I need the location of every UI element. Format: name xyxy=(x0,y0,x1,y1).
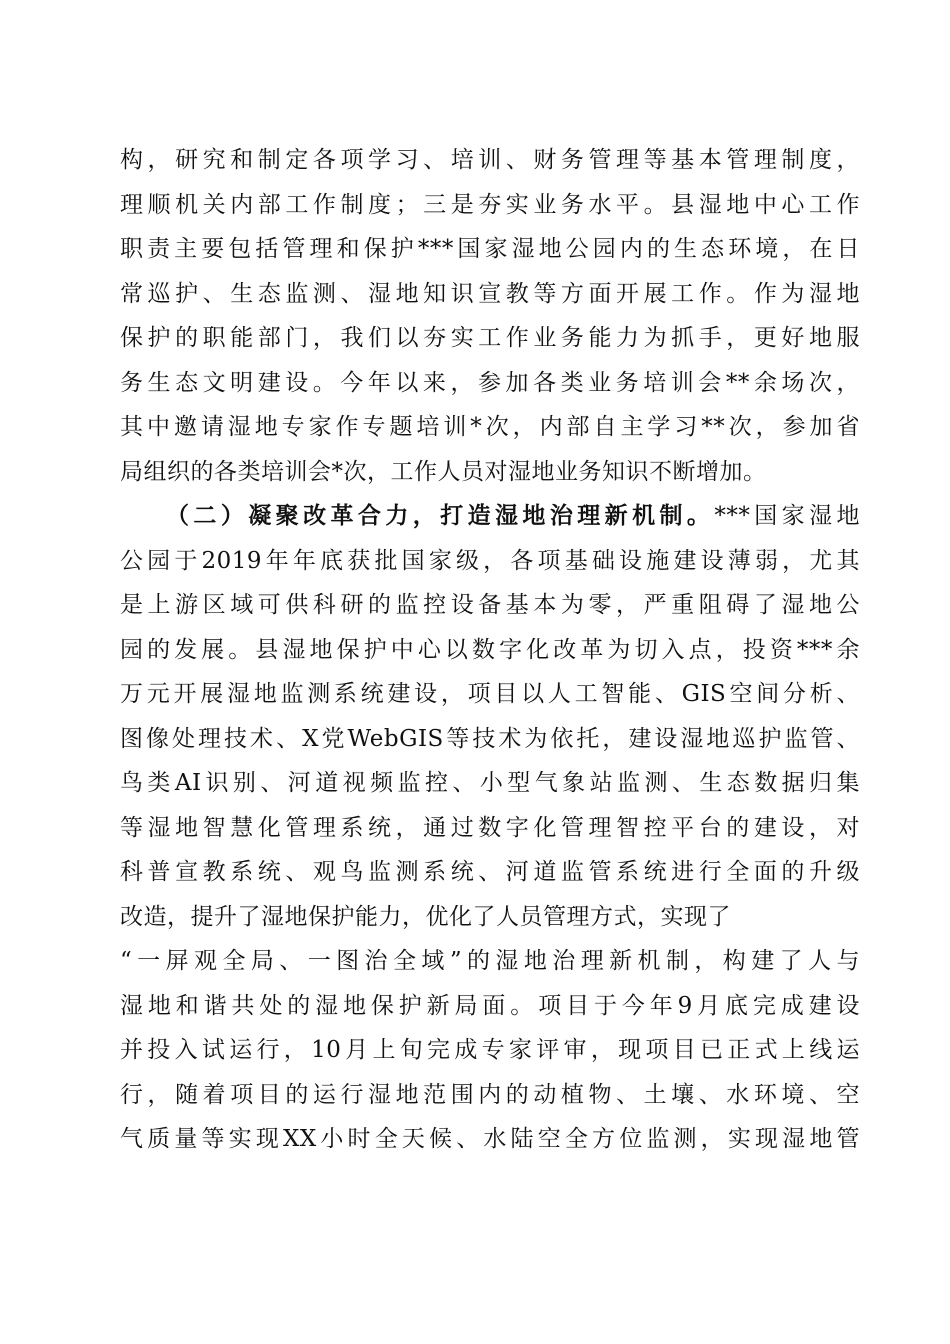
paragraph-line: 改造，提升了湿地保护能力，优化了人员管理方式，实现了 xyxy=(120,903,731,930)
paragraph-line: 常巡护、生态监测、湿地知识宣教等方面开展工作。作为湿地 xyxy=(120,280,860,307)
paragraph-line: 并投入试运行，10月上旬完成专家评审，现项目已正式上线运 xyxy=(120,1037,860,1063)
paragraph-line: 万元开展湿地监测系统建设，项目以人工智能、GIS空间分析、 xyxy=(120,681,860,707)
paragraph-line: 构，研究和制定各项学习、培训、财务管理等基本管理制度， xyxy=(120,147,860,173)
paragraph-line: 保护的职能部门，我们以夯实工作业务能力为抓手，更好地服 xyxy=(120,325,860,351)
paragraph-line: 气质量等实现XX小时全天候、水陆空全方位监测，实现湿地管 xyxy=(120,1126,860,1152)
section-heading: （二）凝聚改革合力，打造湿地治理新机制。 xyxy=(166,502,715,529)
paragraph-line: “一屏观全局、一图治全域”的湿地治理新机制，构建了人与 xyxy=(120,948,860,974)
paragraph-line: 务生态文明建设。今年以来，参加各类业务培训会**余场次， xyxy=(120,369,860,396)
paragraph-line: 鸟类AI识别、河道视频监控、小型气象站监测、生态数据归集 xyxy=(120,770,860,796)
paragraph-line: 科普宣教系统、观鸟监测系统、河道监管系统进行全面的升级 xyxy=(120,859,860,885)
paragraph-line: 园的发展。县湿地保护中心以数字化改革为切入点，投资***余 xyxy=(120,636,860,663)
paragraph-line: 是上游区域可供科研的监控设备基本为零，严重阻碍了湿地公 xyxy=(120,592,860,618)
section-heading-continuation: ***国家湿地 xyxy=(714,503,861,529)
paragraph-line: 职责主要包括管理和保护***国家湿地公园内的生态环境，在日 xyxy=(120,236,860,262)
paragraph-line: 理顺机关内部工作制度；三是夯实业务水平。县湿地中心工作 xyxy=(120,191,860,218)
document-body xyxy=(120,138,860,1162)
paragraph-line: 局组织的各类培训会*次，工作人员对湿地业务知识不断增加。 xyxy=(120,458,767,485)
paragraph-line: 湿地和谐共处的湿地保护新局面。项目于今年9月底完成建设 xyxy=(120,992,860,1019)
paragraph-line: 图像处理技术、X党WebGIS等技术为依托，建设湿地巡护监管、 xyxy=(120,725,860,752)
paragraph-line: 等湿地智慧化管理系统，通过数字化管理智控平台的建设，对 xyxy=(120,814,860,841)
paragraph-line: 公园于2019年年底获批国家级，各项基础设施建设薄弱，尤其 xyxy=(120,547,860,574)
paragraph-line: 行，随着项目的运行湿地范围内的动植物、土壤、水环境、空 xyxy=(120,1081,860,1108)
paragraph-line: 其中邀请湿地专家作专题培训*次，内部自主学习**次，参加省 xyxy=(120,414,860,440)
section-heading-line xyxy=(120,494,860,539)
